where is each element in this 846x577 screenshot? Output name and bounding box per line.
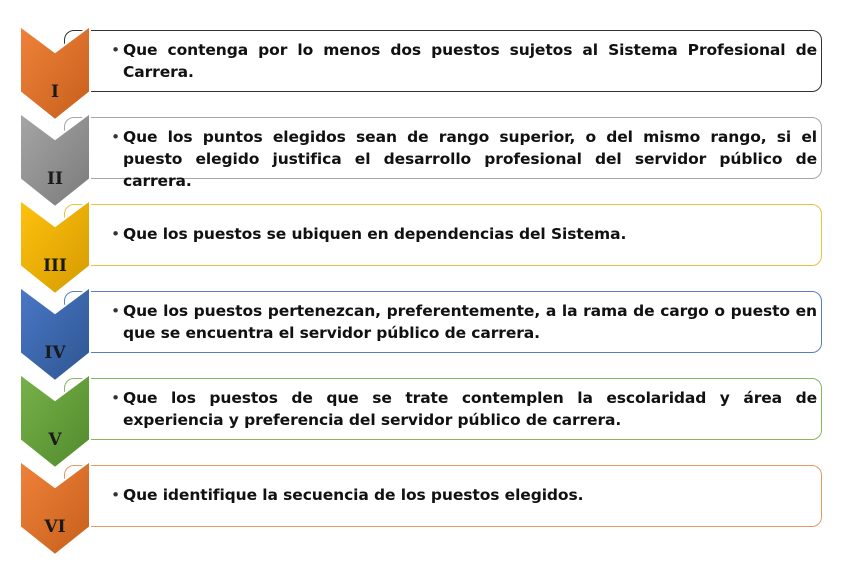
bullet-icon: • — [111, 486, 121, 504]
step-3-card — [64, 204, 822, 266]
step-4-numeral: IV — [44, 343, 66, 363]
step-3-text: Que los puestos se ubiquen en dependencias del Sistema. — [123, 225, 627, 243]
bullet-icon: • — [111, 302, 121, 320]
step-6-card — [64, 465, 822, 527]
step-2-text: Que los puntos elegidos sean de rango superior, o del mismo rango, si el puesto elegido justifica el desarrollo profesional del servidor público de carrera. — [123, 128, 817, 190]
step-6-text: Que identifique la secuencia de los puestos elegidos. — [123, 486, 584, 504]
step-5 — [0, 378, 846, 478]
step-4 — [0, 291, 846, 391]
step-2-card — [64, 117, 822, 190]
step-2 — [0, 117, 846, 217]
step-6-chevron-icon — [20, 461, 90, 561]
bullet-icon: • — [111, 41, 121, 59]
step-4-card — [64, 291, 822, 353]
step-1-numeral: I — [51, 82, 59, 102]
step-5-chevron-icon — [20, 374, 90, 474]
step-3 — [0, 204, 846, 304]
step-6-numeral: VI — [44, 517, 66, 537]
step-2-chevron-icon — [20, 113, 90, 213]
step-5-text: Que los puestos de que se trate contemplen la escolaridad y área de experiencia y preferencia del servidor público de carrera. — [123, 389, 817, 429]
step-3-numeral: III — [43, 256, 67, 276]
step-3-chevron-icon — [20, 200, 90, 300]
step-1-text: Que contenga por lo menos dos puestos sujetos al Sistema Profesional de Carrera. — [123, 41, 817, 81]
step-4-text: Que los puestos pertenezcan, preferentemente, a la rama de cargo o puesto en que se encuentra el servidor público de carrera. — [123, 302, 817, 342]
step-1-chevron-icon — [20, 26, 90, 126]
step-2-numeral: II — [47, 169, 63, 189]
bullet-icon: • — [111, 128, 121, 146]
bullet-icon: • — [111, 225, 121, 243]
step-4-chevron-icon — [20, 287, 90, 387]
step-1-card — [64, 30, 822, 92]
step-5-numeral: V — [48, 430, 62, 450]
step-1 — [0, 30, 846, 130]
step-6 — [0, 465, 846, 565]
step-5-card — [64, 378, 822, 440]
bullet-icon: • — [111, 389, 121, 407]
